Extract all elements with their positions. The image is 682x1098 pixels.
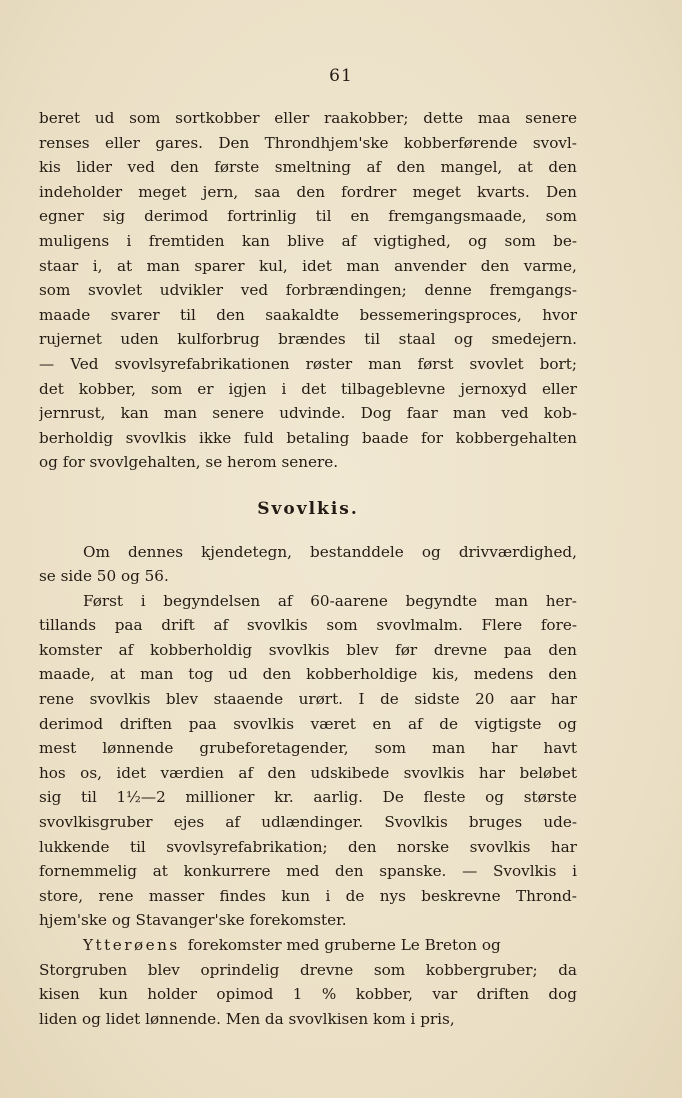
text-line: Storgruben blev oprindelig drevne som kobbergruber; da (39, 960, 577, 979)
text-line: kis lider ved den første smeltning af den mangel, at den (39, 158, 577, 177)
text-line: liden og lidet lønnende. Men da svovlkisen kom i pris, (39, 1009, 455, 1028)
text-line: Først i begyndelsen af 60-aarene begyndte man her- (83, 591, 577, 610)
section-heading: Svovlkis. (257, 498, 359, 519)
text-line: og for svovlgehalten, se herom senere. (39, 453, 339, 472)
text-line: kisen kun holder opimod 1 % kobber, var driften dog (39, 985, 577, 1004)
text-line: — Ved svovlsyrefabrikationen røster man først svovlet bort; (39, 354, 577, 373)
text-line: mest lønnende grubeforetagender, som man har havt (39, 739, 577, 758)
text-line: maade, at man tog ud den kobberholdige kis, medens den (39, 665, 577, 684)
text-line: svovlkisgruber ejes af udlændinger. Svovlkis bruges ude- (39, 813, 577, 832)
paragraph (39, 540, 577, 589)
text-line: som svovlet udvikler ved forbrændingen; denne fremgangs- (39, 281, 577, 300)
text-line: sig til 1½—2 millioner kr. aarlig. De fleste og største (39, 788, 577, 807)
text-line: rene svovlkis blev staaende urørt. I de sidste 20 aar har (39, 690, 577, 709)
text-fragment: forekomster med gruberne Le Breton og (187, 936, 501, 954)
text-line: beret ud som sortkobber eller raakobber; dette maa senere (39, 109, 577, 127)
text-line: Om dennes kjendetegn, bestanddele og drivværdighed, (83, 542, 577, 561)
text-line: staar i, at man sparer kul, idet man anvender den varme, (39, 256, 577, 275)
text-line: berholdig svovlkis ikke fuld betaling baade for kobbergehalten (39, 428, 577, 447)
text-line: se side 50 og 56. (39, 567, 169, 586)
text-line (39, 933, 577, 958)
text-line: fornemmelig at konkurrere med den spanske. — Svovlkis i (39, 862, 577, 881)
paragraph (39, 106, 577, 475)
text-line: lukkende til svovlsyrefabrikation; den norske svovlkis har (39, 837, 577, 856)
text-line: muligens i fremtiden kan blive af vigtighed, og som be- (39, 231, 577, 250)
text-line: rujernet uden kulforbrug brændes til staal og smedejern. (39, 330, 577, 349)
text-line: komster af kobberholdig svovlkis blev før drevne paa den (39, 640, 577, 659)
text-line: indeholder meget jern, saa den fordrer meget kvarts. Den (39, 182, 577, 201)
paragraph (39, 933, 577, 1031)
text-line: store, rene masser findes kun i de nys beskrevne Thrond- (39, 886, 577, 905)
spaced-place-name: Ytterøens (83, 936, 180, 954)
text-line: hos os, idet værdien af den udskibede svovlkis har beløbet (39, 763, 577, 782)
text-line: derimod driften paa svovlkis været en af de vigtigste og (39, 714, 577, 733)
text-line: jernrust, kan man senere udvinde. Dog faar man ved kob- (39, 404, 577, 423)
text-line: maade svarer til den saakaldte bessemeringsproces, hvor (39, 305, 577, 324)
body-text (39, 106, 577, 1031)
page-number: 61 (329, 66, 353, 86)
text-line: det kobber, som er igjen i det tilbageblevne jernoxyd eller (39, 379, 577, 398)
paragraph (39, 589, 577, 933)
text-line: egner sig derimod fortrinlig til en fremgangsmaade, som (39, 207, 577, 226)
text-line: tillands paa drift af svovlkis som svovlmalm. Flere fore- (39, 616, 577, 635)
text-line: hjem'ske og Stavanger'ske forekomster. (39, 911, 347, 930)
text-line: renses eller gares. Den Throndhjem'ske kobberførende svovl- (39, 133, 577, 152)
